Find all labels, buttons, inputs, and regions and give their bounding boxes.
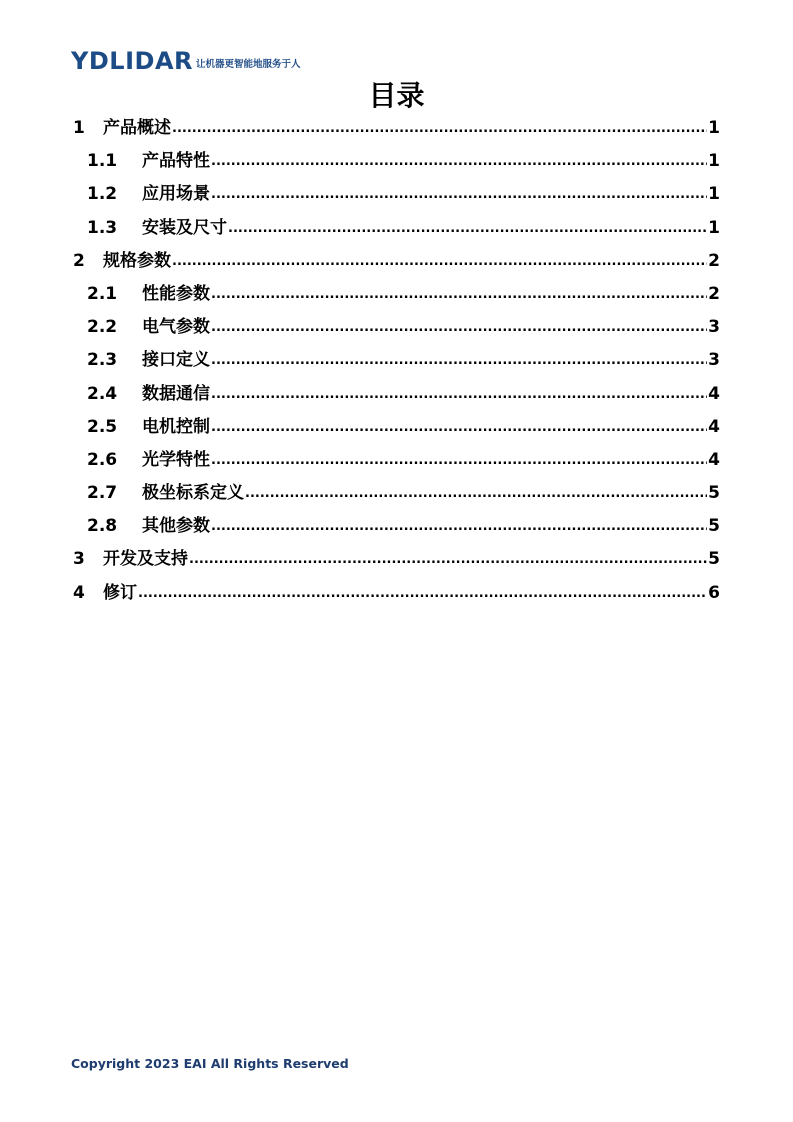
toc-entry-page: 1 (708, 151, 720, 172)
toc-entry-number: 1.1 (87, 151, 118, 172)
toc-entry-page: 2 (708, 250, 720, 271)
toc-entry-title[interactable]: 产品概述 (103, 118, 171, 138)
toc-entry[interactable] (72, 543, 720, 576)
toc-entry-title[interactable]: 性能参数 (142, 283, 210, 304)
toc-entry-number: 2.4 (87, 383, 118, 404)
toc-dot-leader (138, 577, 707, 610)
toc-entry[interactable] (72, 278, 720, 311)
toc-entry[interactable] (72, 112, 720, 145)
toc-entry[interactable] (72, 344, 720, 377)
toc-title: 目录 (368, 79, 425, 112)
toc-entry-number: 4 (73, 582, 85, 603)
toc-entry-title[interactable]: 修订 (103, 582, 137, 603)
toc-dot-leader (172, 112, 707, 145)
toc-dot-leader (211, 145, 707, 178)
toc-entry[interactable] (72, 510, 720, 543)
toc-dot-leader (211, 378, 707, 411)
toc-entry-page: 5 (708, 549, 720, 570)
toc-entry-number: 1.2 (87, 184, 118, 205)
toc-entry[interactable] (72, 178, 720, 211)
toc-entry-title[interactable]: 应用场景 (142, 184, 210, 205)
toc-entry[interactable] (72, 311, 720, 344)
toc-entry[interactable] (72, 212, 720, 245)
toc-entry-title[interactable]: 其他参数 (142, 516, 210, 537)
toc-entry-number: 1 (73, 118, 85, 138)
toc-entry[interactable] (72, 444, 720, 477)
toc-entry-title[interactable]: 极坐标系定义 (142, 483, 244, 504)
toc-entry-page: 3 (708, 350, 720, 371)
toc-entry-title[interactable]: 安装及尺寸 (142, 217, 227, 238)
toc-entry-title[interactable]: 电机控制 (142, 416, 210, 437)
toc-entry-page: 6 (708, 582, 720, 603)
toc-entry-title[interactable]: 光学特性 (142, 449, 210, 470)
toc-entry-number: 2.3 (87, 350, 118, 371)
toc-entry-page: 5 (708, 516, 720, 537)
toc-entry-number: 2.8 (87, 516, 118, 537)
toc-entry-page: 3 (708, 317, 720, 338)
toc-dot-leader (172, 245, 707, 278)
toc-entry-number: 2.7 (87, 483, 118, 504)
toc-dot-leader (228, 212, 707, 245)
toc-entry-page: 1 (708, 118, 720, 138)
toc-entry-number: 1.3 (87, 217, 118, 238)
toc-entry-number: 2.6 (87, 449, 118, 470)
toc-entry[interactable] (72, 245, 720, 278)
toc-dot-leader (211, 444, 707, 477)
toc-entry[interactable] (72, 411, 720, 444)
toc-dot-leader (245, 477, 707, 510)
toc-dot-leader (211, 411, 707, 444)
logo-wordmark: YDLIDAR (71, 47, 193, 75)
toc-dot-leader (211, 510, 707, 543)
toc-entry-number: 2.1 (87, 283, 118, 304)
toc-entry-page: 4 (708, 416, 720, 437)
toc-entry[interactable] (72, 477, 720, 510)
toc-entry-number: 2 (73, 250, 85, 271)
toc-dot-leader (211, 178, 707, 211)
toc-entry-page: 4 (708, 449, 720, 470)
toc-entry-page: 1 (708, 217, 720, 238)
toc-entry-page: 5 (708, 483, 720, 504)
toc-entry-number: 2.5 (87, 416, 118, 437)
brand-logo (71, 47, 301, 73)
footer-copyright: Copyright 2023 EAI All Rights Reserved (71, 1056, 349, 1071)
toc-entry-number: 3 (73, 549, 85, 570)
toc-entry[interactable] (72, 577, 720, 610)
toc-entry-title[interactable]: 规格参数 (103, 250, 171, 271)
toc-entry-page: 4 (708, 383, 720, 404)
toc-entry-title[interactable]: 产品特性 (142, 151, 210, 172)
toc-entry[interactable] (72, 145, 720, 178)
toc-entry-title[interactable]: 数据通信 (142, 383, 210, 404)
toc-dot-leader (211, 311, 707, 344)
toc-entry-title[interactable]: 电气参数 (142, 317, 210, 338)
toc-dot-leader (211, 278, 707, 311)
toc-entry-title[interactable]: 接口定义 (142, 350, 210, 371)
toc-entry-page: 2 (708, 283, 720, 304)
logo-slogan: 让机器更智能地服务于人 (196, 59, 301, 70)
toc-entry-page: 1 (708, 184, 720, 205)
toc-dot-leader (211, 344, 707, 377)
toc-entry-title[interactable]: 开发及支持 (103, 549, 188, 570)
table-of-contents (72, 112, 720, 610)
toc-entry[interactable] (72, 378, 720, 411)
toc-entry-number: 2.2 (87, 317, 118, 338)
toc-dot-leader (189, 543, 707, 576)
